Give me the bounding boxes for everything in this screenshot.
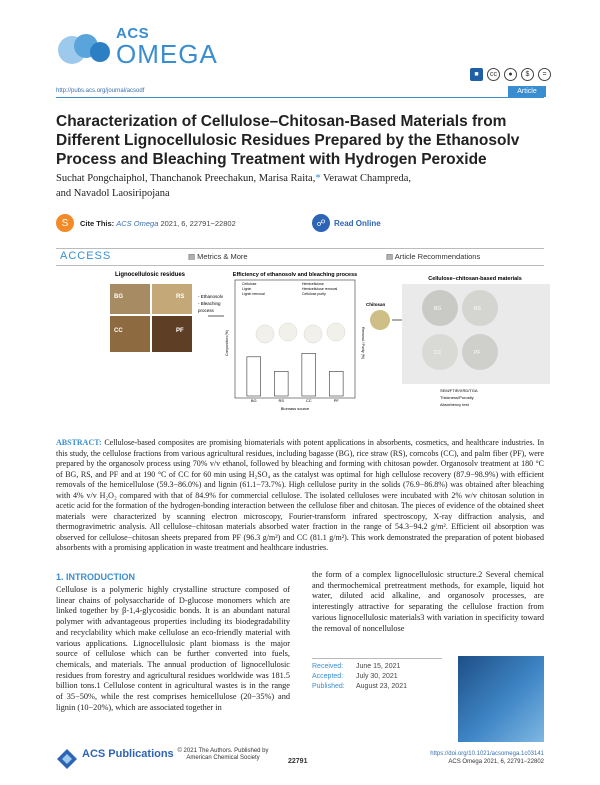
metrics-label: Metrics & More <box>197 252 248 261</box>
bar-rs <box>274 371 288 396</box>
legend-1: Cellulose <box>242 282 257 286</box>
chart-xlabel: Biomass source <box>280 406 310 411</box>
chart-x-ticks <box>251 398 339 403</box>
access-label: ACCESS <box>60 250 112 262</box>
authors-line2[interactable]: and Navadol Laosiripojana <box>56 188 170 199</box>
intro-column-2: the form of a complex lignocellulosic structure.2 Several chemical and thermochemical pretreatment methods, for example, liquid hot water, diluted acid alkaline, and organosolv processes, are interestingly attractive for separating the cellulose fraction from various lignocellulosic materials3 with variation in specificity toward the removal of noncellulose <box>312 570 544 633</box>
read-online-link[interactable]: Read Online <box>334 219 381 228</box>
recommendations-label: Article Recommendations <box>394 252 481 261</box>
doi-link[interactable]: https://doi.org/10.1021/acsomega.1c03141 <box>430 751 544 757</box>
page-number: 22791 <box>288 758 308 765</box>
intro-column-1: Cellulose is a polymeric highly crystalline structure composed of linear chains of polysaccharide of D-glucose monomers which are linked together by β-1,4-glycosidic bonds. It is an abundant natural polymer with advantageous properties including its biodegradability and recyclability which make cellulose an eco-friendly material with various applications. Lignocellulosic plant biomass is the major source of cellulose which can be further converted into fuels, chemicals, and materials. The annual production of lignocellulosic residues from forestry and agricultural residues worldwide was 181.5 billion tons.1 Cellulose content in agricultural wastes is in the range of 35−50%, while the rest comprises hemicellulose (20−35%) and lignin (10−20%), which are associated together in <box>56 585 290 712</box>
authors-line1b[interactable]: Verawat Champreda, <box>320 173 412 184</box>
nd-icon: = <box>538 68 551 81</box>
nc-icon: $ <box>521 68 534 81</box>
authors-line1[interactable]: Suchat Pongchaiphol, Thanchanok Preechakun, Marisa Raita, <box>56 173 316 184</box>
share-icon[interactable]: ■ <box>470 68 483 81</box>
copyright: © 2021 The Authors. Published by American Chemical Society <box>177 748 269 761</box>
abstract-label: ABSTRACT: <box>56 438 102 447</box>
x-tick-pf: PF <box>333 398 339 403</box>
toc-left-title: Lignocellulosic residues <box>114 272 186 278</box>
legend-3: Lignin removal <box>242 292 265 296</box>
sheet-label-pf: PF <box>474 350 481 356</box>
dates-divider <box>312 658 442 659</box>
chart-title: Efficiency of ethanosolv and bleaching process <box>232 272 358 278</box>
process-step-3: process <box>198 308 214 313</box>
bullet-1: SEM/FTIR/XRD/TGA <box>440 388 478 393</box>
cite-journal: ACS Omega <box>116 219 159 228</box>
recommendations-link[interactable] <box>386 252 480 261</box>
legend-6: Cellulose purity <box>302 292 326 296</box>
legend-5: Hemicellulose removal <box>302 287 338 291</box>
sheet-label-cc: CC <box>434 350 442 356</box>
recommendations-icon: ▤ <box>386 252 395 261</box>
legend-2: Lignin <box>242 287 252 291</box>
intro-heading: 1. INTRODUCTION <box>56 572 136 582</box>
legend-4: Hemicellulose <box>302 282 324 286</box>
cite-ref: 2021, 6, 22791−22802 <box>158 219 236 228</box>
corresponding-author-star[interactable]: * <box>315 173 321 184</box>
bar-bg <box>247 357 261 396</box>
x-tick-cc: CC <box>305 398 312 403</box>
cite-label: Cite This: <box>80 219 115 228</box>
bullet-2: Thickness/Porosity <box>440 395 474 400</box>
journal-url[interactable]: http://pubs.acs.org/journal/acsodf <box>56 88 145 94</box>
published-key: Published: <box>312 683 345 690</box>
cellulose-sample-4 <box>327 323 345 341</box>
sample-label-bg: BG <box>114 294 123 300</box>
abstract-text: Cellulose-based composites are promising biomaterials with potent applications in absorbents, cosmetics, and healthcare industries. In this study, the cellulose fractions from various agricultural residues, including bagasse (BG), rice straw (RS), corncobs (CC), and palm fiber (PF), were prepared by the organosolv process using 70% v/v ethanol, followed by bleaching and forming with chitosan powder. Organosolv treatment at 180 °C of BG, RS, and PF and at 190 °C of CC for 60 min using H₂SO₄ as the catalyst was optimal for high cellulose recovery (87.9−98.9%) with efficient removals of the hemicellulose (59.3−86.0%) and lignin (61.1−73.7%). High cellulose purity in the solids (76.9−86.8%) was obtained after bleaching with 4% v/v H₂O₂ compared with that of 84.9% for commercial cellulose. The isolated celluloses were incubated with 2% w/v chitosan solution in acetic acid for the formation of the hydrogen-bonding interaction between the cellulose fiber and chitosan. The pieces of evidence of the obtained sheet materials were characterized by scanning electron microscopy, Fourier-transform infrared spectroscopy, X-ray diffraction analysis, and thermogravimetric analysis. All cellulose−chitosan materials absorbed water fraction in the range of 54.3−94.2 g/m². Efficient oil absorption was observed for cellulose−chitosan sheets prepared from PF (96.3 g/m²) and CC (81.1 g/m²). This work demonstrated the preparation of potent biobased absorbents with a promising application in waste treatment and healthcare industries. <box>56 438 544 552</box>
x-tick-rs: RS <box>278 398 285 403</box>
chart-bars <box>247 353 343 396</box>
bullet-3: Absorbency test <box>440 402 469 407</box>
chart-ylabel-left: Composition (%) <box>225 330 229 356</box>
footer-citation <box>400 750 544 766</box>
right-title: Cellulose–chitosan-based materials <box>428 276 522 282</box>
journal-name-omega: OMEGA <box>116 39 218 69</box>
footer-journal-ref: ACS Omega 2021, 6, 22791−22802 <box>448 759 544 765</box>
accepted-value: July 30, 2021 <box>356 673 398 680</box>
sample-label-cc: CC <box>114 328 123 334</box>
cellulose-sample-2 <box>279 323 297 341</box>
journal-cover-image[interactable] <box>458 656 544 742</box>
cellulose-sample-1 <box>256 325 274 343</box>
journal-name-acs: ACS <box>116 25 150 42</box>
process-step-2: - Bleaching <box>198 301 221 306</box>
process-step-1: - Ethanosolv <box>198 294 224 299</box>
sample-image-cc <box>110 316 150 352</box>
chart-ylabel-right: Removal / Purity (%) <box>361 326 365 360</box>
article-type-badge: Article <box>508 86 546 97</box>
sample-image-rs <box>152 284 192 314</box>
received-key: Received: <box>312 663 344 670</box>
chitosan-label: Chitosan <box>366 302 386 307</box>
chitosan-powder <box>370 310 390 330</box>
article-dates <box>312 662 442 692</box>
by-icon: ● <box>504 68 517 81</box>
acs-omega-logo-mark <box>56 26 116 70</box>
x-tick-bg: BG <box>250 398 257 403</box>
metrics-link[interactable] <box>188 252 248 261</box>
bar-pf <box>329 371 343 396</box>
sheet-label-rs: RS <box>474 306 481 312</box>
sheet-label-bg: BG <box>434 306 442 312</box>
sample-label-pf: PF <box>176 328 184 334</box>
cite-this[interactable] <box>80 219 236 228</box>
bar-cc <box>302 353 316 396</box>
header-divider <box>56 97 544 98</box>
metrics-icon: ▤ <box>188 252 198 261</box>
cellulose-sample-3 <box>304 325 322 343</box>
toc-graphic <box>100 268 550 433</box>
cc-icon: cc <box>487 68 500 81</box>
sample-label-rs: RS <box>176 294 185 300</box>
cite-icon[interactable]: S <box>56 214 74 232</box>
article-title: Characterization of Cellulose–Chitosan-Based Materials from Different Lignocellulosic Residues Prepared by the Ethanosolv Process and Bleaching Treatment with Hydrogen Peroxide <box>56 113 520 168</box>
received-value: June 15, 2021 <box>356 663 401 670</box>
read-online-icon[interactable]: ☍ <box>312 214 330 232</box>
publisher-name[interactable]: ACS Publications <box>82 748 174 760</box>
license-icons <box>470 68 551 81</box>
sample-image-pf <box>152 316 192 352</box>
author-list <box>56 171 526 201</box>
abstract <box>56 438 544 554</box>
accepted-key: Accepted: <box>312 673 344 680</box>
acs-publications-logo-icon <box>56 748 78 770</box>
published-value: August 23, 2021 <box>356 683 407 690</box>
